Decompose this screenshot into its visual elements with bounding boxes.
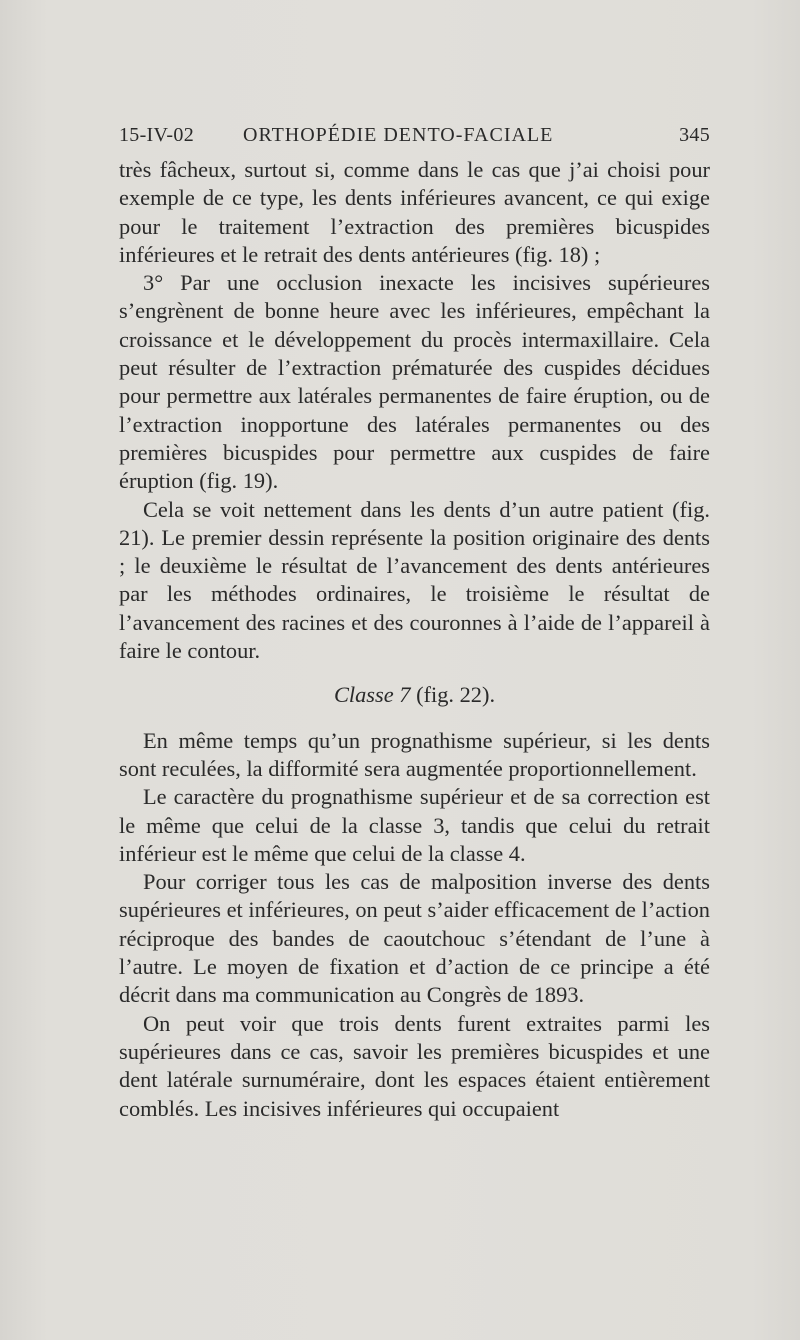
body-text [119, 156, 710, 1123]
paragraph-3: Cela se voit nettement dans les dents d’un autre patient (fig. 21). Le premier dessin représente la position originaire des dents ; le deuxième le résultat de l’avancement des dents antérieures par les méthodes ordinaires, le troisième le résultat de l’avancement des racines et des couronnes à l’aide de l’appareil à faire le contour. [119, 496, 710, 664]
running-header [119, 124, 710, 154]
section-heading-classe: Classe 7 [333, 682, 411, 708]
paragraph-6: Pour corriger tous les cas de malposition inverse des dents supérieures et inférieures, on peut s’aider efficacement de l’action réciproque des bandes de caoutchouc s’étendant de l’une à l’autre. Le moyen de fixation et d’action de ce principe a été décrit dans ma communication au Congrès de 1893. [119, 869, 710, 1008]
section-heading [119, 681, 710, 709]
paragraph-7: On peut voir que trois dents furent extraites parmi les supérieures dans ce cas, savoir les premières bicuspides et une dent latérale surnuméraire, dont les espaces étaient entièrement comblés. Les incisives inférieures qui occupaient [119, 1010, 710, 1121]
section-heading-figure-ref: (fig. 22). [416, 682, 496, 708]
paragraph-4: En même temps qu’un prognathisme supérieur, si les dents sont reculées, la difformité sera augmentée proportionnellement. [119, 727, 710, 781]
folio-date: 15-IV-02 [119, 124, 194, 146]
paragraph-1: très fâcheux, surtout si, comme dans le cas que j’ai choisi pour exemple de ce type, les dents inférieures avancent, ce qui exige pour le traitement l’extraction des premières bicuspides inférieures et le retrait des dents antérieures (fig. 18) ; [119, 157, 710, 267]
paragraph-5: Le caractère du prognathisme supérieur et de sa correction est le même que celui de la classe 3, tandis que celui du retrait inférieur est le même que celui de la classe 4. [119, 784, 710, 866]
running-title: ORTHOPÉDIE DENTO-FACIALE [243, 124, 554, 146]
page-number: 345 [679, 124, 710, 146]
paragraph-2: 3° Par une occlusion inexacte les incisives supérieures s’engrènent de bonne heure avec les inférieures, empêchant la croissance et le développement du procès intermaxillaire. Cela peut résulter de l’extraction prématurée des cuspides décidues pour permettre aux latérales permanentes de faire éruption, ou de l’extraction inopportune des latérales permanentes ou des premières bicuspides pour permettre aux cuspides de faire éruption (fig. 19). [119, 270, 710, 494]
